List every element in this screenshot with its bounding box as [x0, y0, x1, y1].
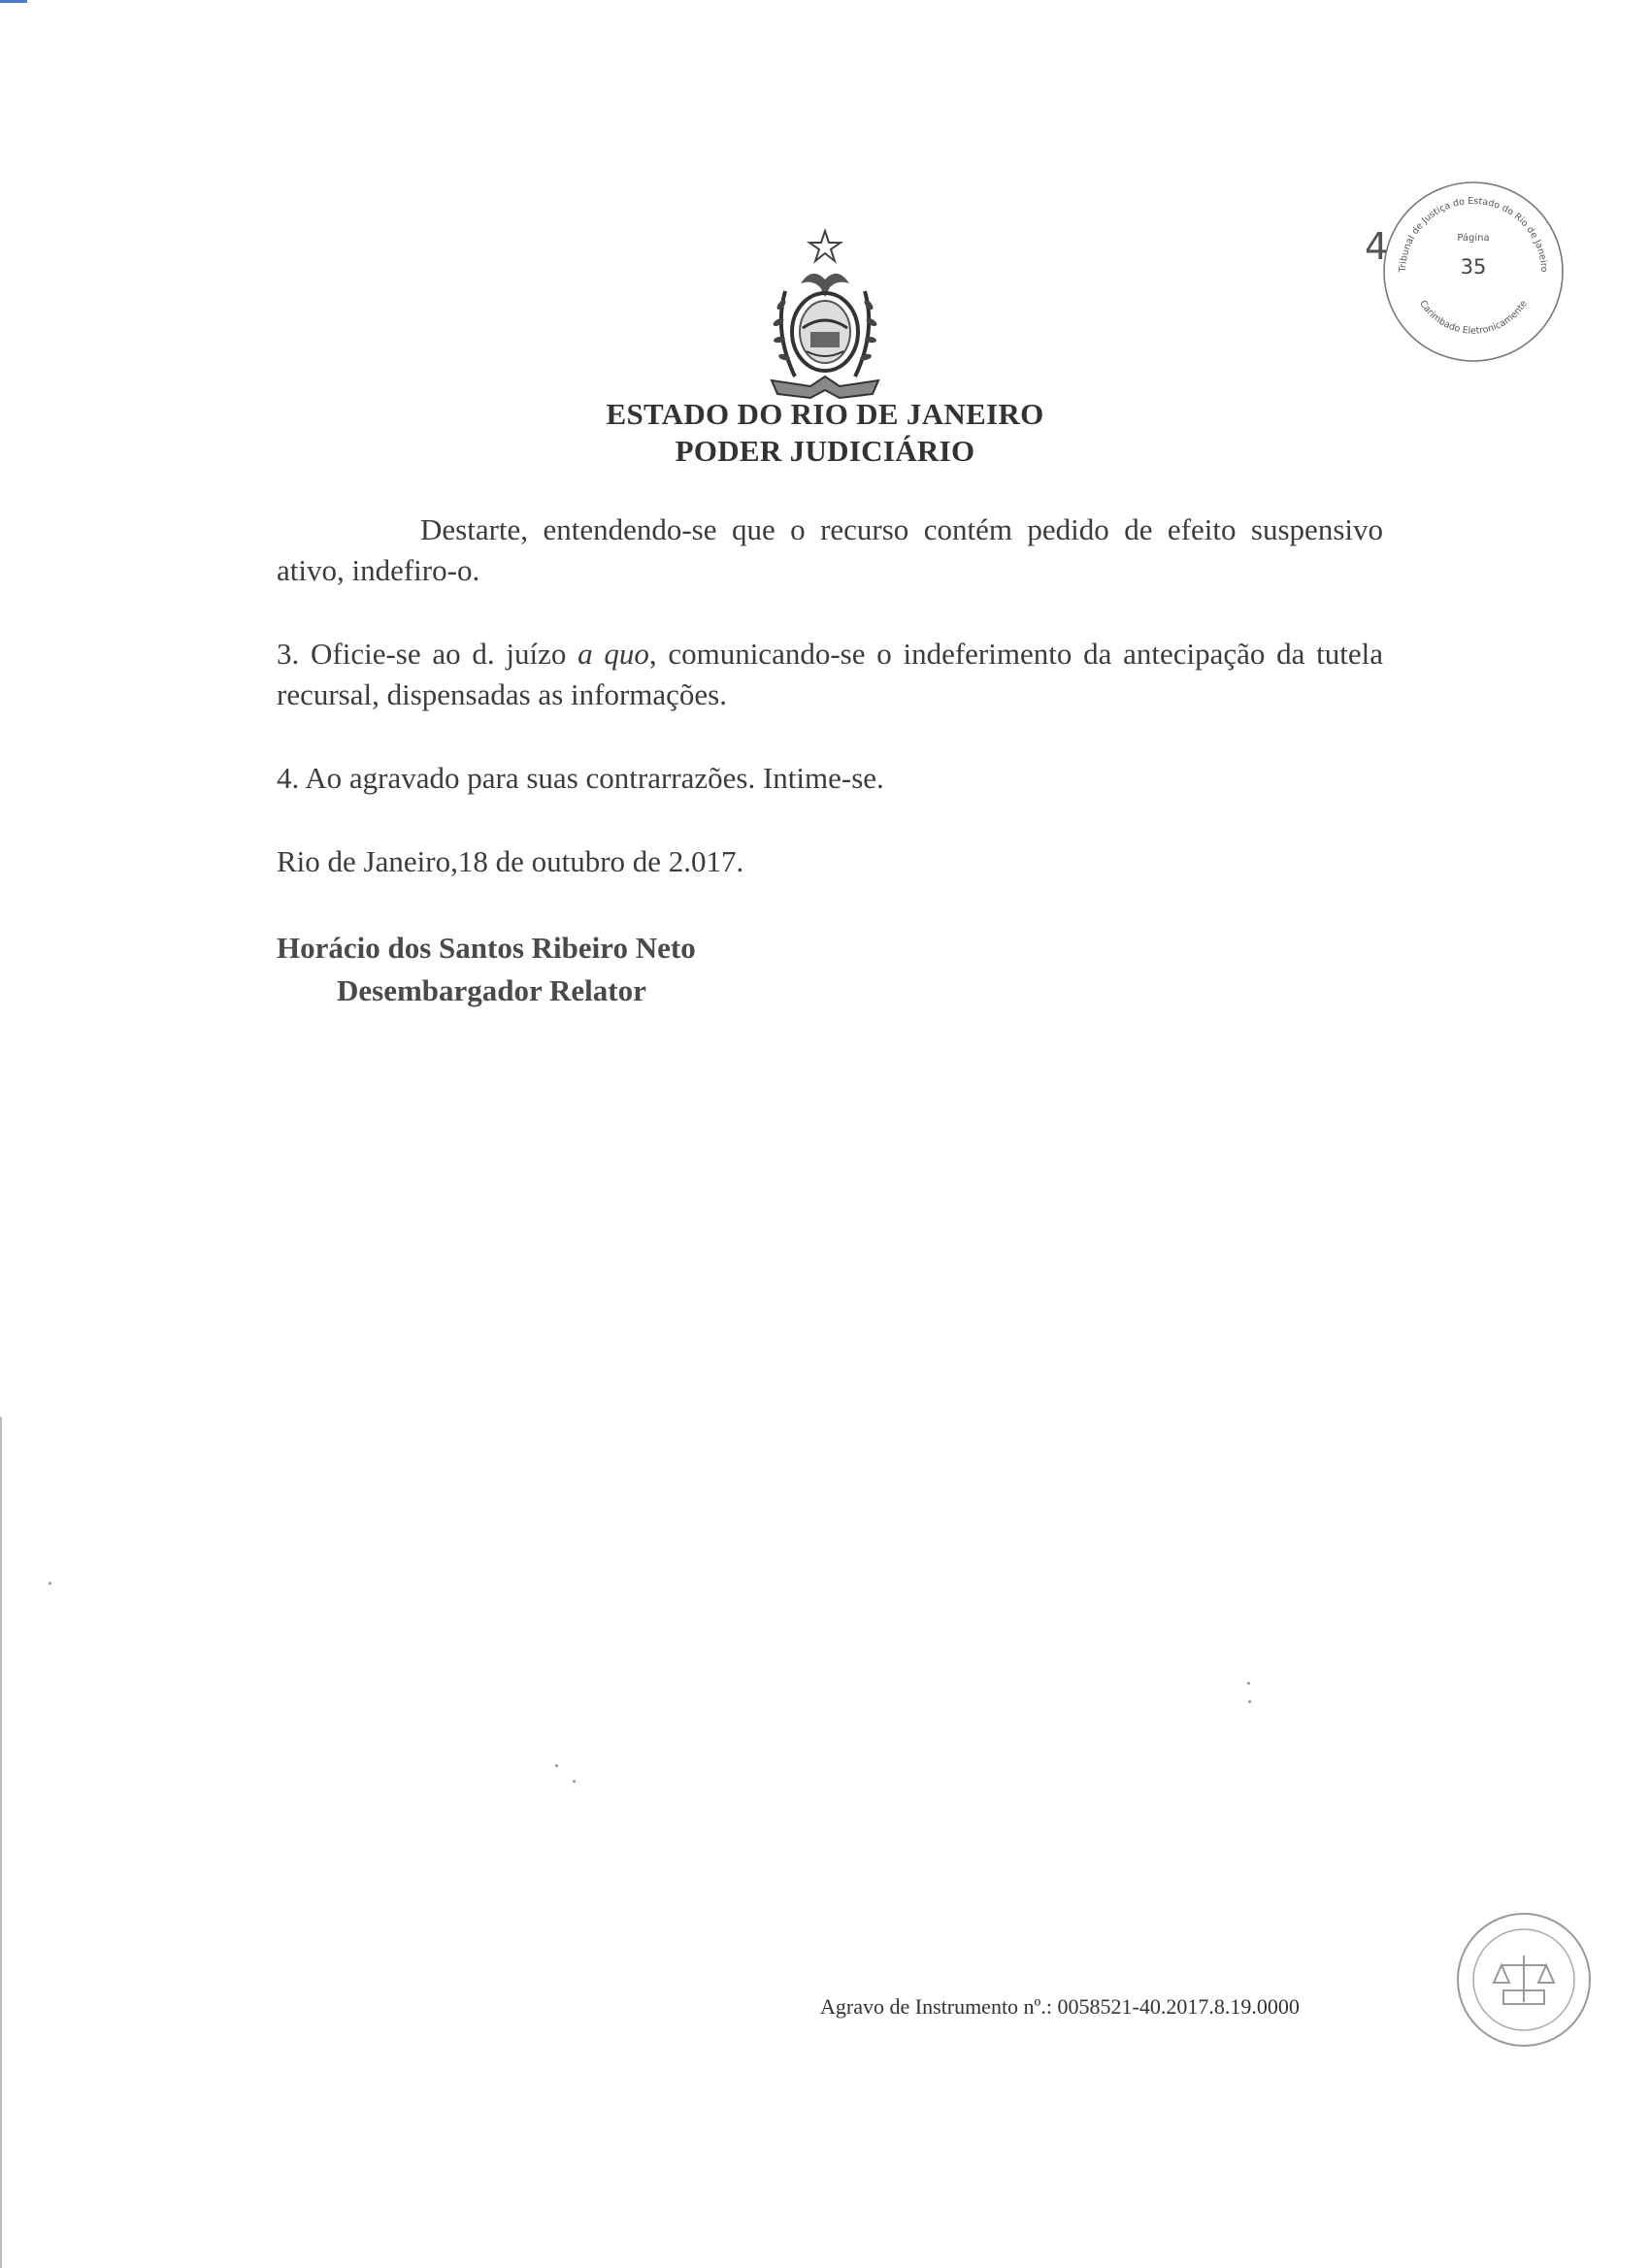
scan-speck [1248, 1700, 1251, 1703]
paragraph-item-3-start: 3. Oficie-se ao d. juízo [277, 637, 578, 671]
paragraph-decision: Destarte, entendendo-se que o recurso contém pedido de efeito suspensivo ativo, indefiro-o. [277, 512, 1383, 587]
date-line: Rio de Janeiro,18 de outubro de 2.017. [277, 844, 744, 878]
case-reference: Agravo de Instrumento nº.: 0058521-40.2017.8.19.0000 [820, 1994, 1300, 2019]
signature-block [277, 927, 1383, 1012]
paragraph-item-3-italic: a quo [578, 637, 649, 671]
seal-page-number: 35 [1460, 255, 1487, 279]
seal-ring-top-text: Tribunal de Justiça do Estado do Rio de Janeiro [1397, 195, 1550, 273]
document-body [277, 509, 1383, 1012]
scan-speck [555, 1764, 558, 1767]
signer-title: Desembargador Relator [337, 973, 646, 1007]
scan-edge-mark [0, 0, 27, 3]
scan-speck [49, 1582, 51, 1585]
header-branch-line: PODER JUDICIÁRIO [675, 434, 975, 468]
handwritten-page-mark: 4 [1365, 225, 1389, 268]
seal-ring-bottom-text: Carimbado Eletronicamente [1417, 298, 1530, 337]
digitized-document-seal-icon [1451, 1907, 1597, 2053]
header-state-line: ESTADO DO RIO DE JANEIRO [606, 397, 1044, 431]
signer-name: Horácio dos Santos Ribeiro Neto [277, 931, 696, 965]
scan-edge-shadow [0, 1417, 2, 2268]
scan-speck [573, 1780, 576, 1783]
letterhead [0, 223, 1650, 470]
paragraph-item-3 [277, 634, 1383, 715]
seal-page-label: Página [1457, 233, 1490, 244]
paragraph-item-3-end: , comunicando-se o indeferimento da antecipação da tutela recursal, dispensadas as informações. [277, 637, 1383, 711]
scan-speck [1247, 1682, 1250, 1685]
paragraph-item-4: 4. Ao agravado para suas contrarrazões. Intime-se. [277, 761, 884, 795]
rio-de-janeiro-coat-of-arms-icon [752, 223, 898, 417]
